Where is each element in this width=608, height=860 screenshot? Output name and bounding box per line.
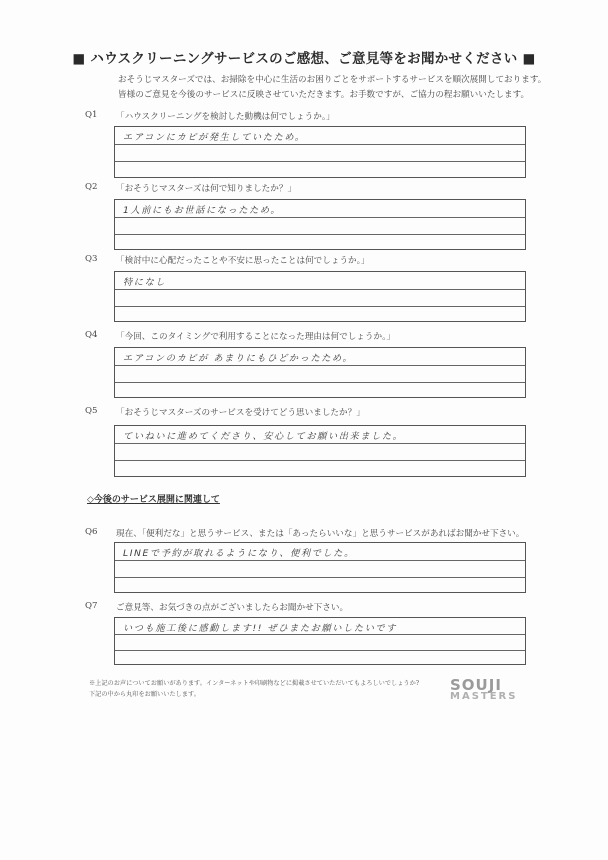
logo-top-text: SOUJI <box>450 676 502 694</box>
intro-line-2: 皆様のご意見を今後のサービスに反映させていただきます。お手数ですが、ご協力の程お願いいたします。 <box>118 90 530 100</box>
question-number: Q1 <box>85 110 98 120</box>
question-text: 「おそうじマスターズは何で知りましたか？」 <box>116 184 297 194</box>
question-text: 「今回、このタイミングで利用することになった理由は何でしょうか。」 <box>116 332 395 342</box>
question-number: Q4 <box>85 330 98 340</box>
question-number: Q6 <box>85 527 98 537</box>
question-number: Q7 <box>85 601 98 611</box>
section-heading: ◇今後のサービス展開に関連して <box>87 495 220 505</box>
answer-q1: エアコンにカビが発生していたため。 <box>123 132 306 143</box>
question-number: Q5 <box>85 406 98 416</box>
answer-box-q2[interactable] <box>114 199 526 250</box>
question-number: Q3 <box>85 254 98 264</box>
question-text: 現在、「便利だな」と思うサービス、または「あったらいいな」と思うサービスがあればお聞かせ下さい。 <box>116 529 525 539</box>
answer-box-q4[interactable] <box>114 347 526 398</box>
question-text: 「おそうじマスターズのサービスを受けてどう思いましたか？」 <box>116 408 365 418</box>
answer-q4: エアコンのカビが あまりにもひどかったため。 <box>123 353 354 364</box>
answer-q6: LINEで予約が取れるようになり、便利でした。 <box>123 548 355 559</box>
answer-q7: いつも施工後に感動します!! ぜひまたお願いしたいです <box>123 623 397 634</box>
question-text: 「検討中に心配だったことや不安に思ったことは何でしょうか。」 <box>116 256 370 266</box>
answer-q2: 1人前にもお世話になったため。 <box>123 205 282 216</box>
answer-q3: 特になし <box>123 277 167 288</box>
souji-masters-logo <box>450 676 530 710</box>
logo-bottom-text: MASTERS <box>450 691 518 702</box>
intro-line-1: おそうじマスターズでは、お掃除を中心に生活のお困りごとをサポートするサービスを順次展開しております。 <box>118 75 547 85</box>
question-number: Q2 <box>85 182 98 192</box>
question-text: 「ハウスクリーニングを検討した動機は何でしょうか。」 <box>116 112 335 122</box>
answer-box-q3[interactable] <box>114 271 526 322</box>
footer-note-2: 下記の中から丸印をお願いいたします。 <box>89 691 200 698</box>
footer-note-1: ※上記のお声についてお願いがあります。インターネットや印刷物などに掲載させていただいてもよろしいでしょうか? <box>89 680 420 687</box>
question-text: ご意見等、お気づきの点がございましたらお聞かせ下さい。 <box>116 603 349 613</box>
answer-box-q5[interactable] <box>114 425 526 477</box>
answer-box-q6[interactable] <box>114 542 526 593</box>
answer-q5: ていねいに進めてくださり、安心してお願い出来ました。 <box>123 431 404 442</box>
page-title: ■ ハウスクリーニングサービスのご感想、ご意見等をお聞かせください ■ <box>72 51 536 67</box>
answer-box-q1[interactable] <box>114 126 526 178</box>
answer-box-q7[interactable] <box>114 617 526 665</box>
blank-area <box>80 720 540 820</box>
